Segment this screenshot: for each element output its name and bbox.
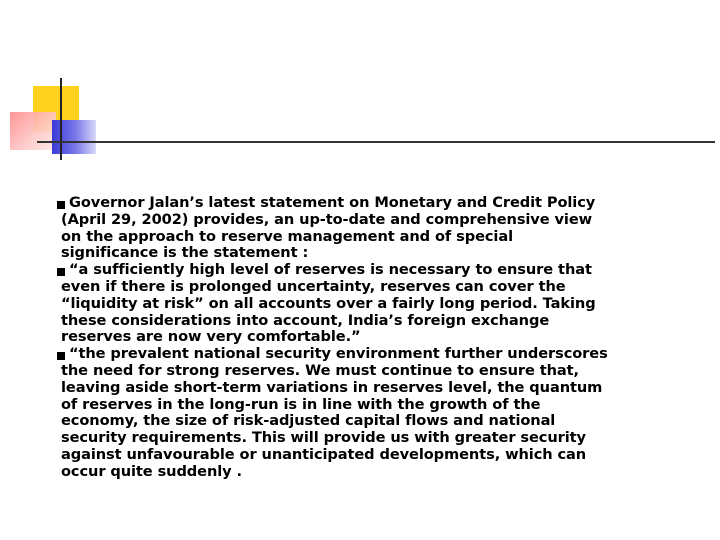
decor-square-red: [10, 112, 56, 150]
paragraph-line: (April 29, 2002) provides, an up-to-date and comprehensive view: [61, 210, 592, 228]
slide-body: [61, 195, 661, 481]
paragraph-line: “liquidity at risk” on all accounts over a fairly long period. Taking: [61, 294, 596, 312]
bullet-square-icon: [57, 352, 65, 360]
paragraph-line: on the approach to reserve management and of special: [61, 227, 513, 245]
paragraph-line: significance is the statement :: [61, 244, 309, 262]
paragraph-line: against unfavourable or unanticipated developments, which can: [61, 445, 587, 463]
bullet-paragraph-2: [61, 262, 661, 346]
title-divider-line: [37, 141, 715, 143]
paragraph-line: even if there is prolonged uncertainty, reserves can cover the: [61, 277, 566, 295]
paragraph-line: of reserves in the long-run is in line with the growth of the: [61, 395, 541, 413]
bullet-square-icon: [57, 201, 65, 209]
paragraph-line: “a sufficiently high level of reserves is necessary to ensure that: [69, 261, 592, 279]
paragraph-line: security requirements. This will provide us with greater security: [61, 429, 586, 447]
paragraph-line: reserves are now very comfortable.”: [61, 328, 361, 346]
decor-square-blue: [52, 120, 96, 154]
paragraph-line: leaving aside short-term variations in reserves level, the quantum: [61, 378, 603, 396]
paragraph-line: “the prevalent national security environment further underscores: [69, 345, 608, 363]
paragraph-line: Governor Jalan’s latest statement on Monetary and Credit Policy: [69, 194, 596, 211]
paragraph-line: occur quite suddenly .: [61, 462, 242, 480]
paragraph-line: the need for strong reserves. We must continue to ensure that,: [61, 361, 579, 379]
decor-vertical-line: [60, 78, 62, 160]
bullet-paragraph-3: [61, 346, 661, 480]
paragraph-line: economy, the size of risk-adjusted capital flows and national: [61, 412, 556, 430]
bullet-square-icon: [57, 268, 65, 276]
paragraph-line: these considerations into account, India’s foreign exchange: [61, 311, 550, 329]
bullet-paragraph-1: [61, 195, 661, 262]
